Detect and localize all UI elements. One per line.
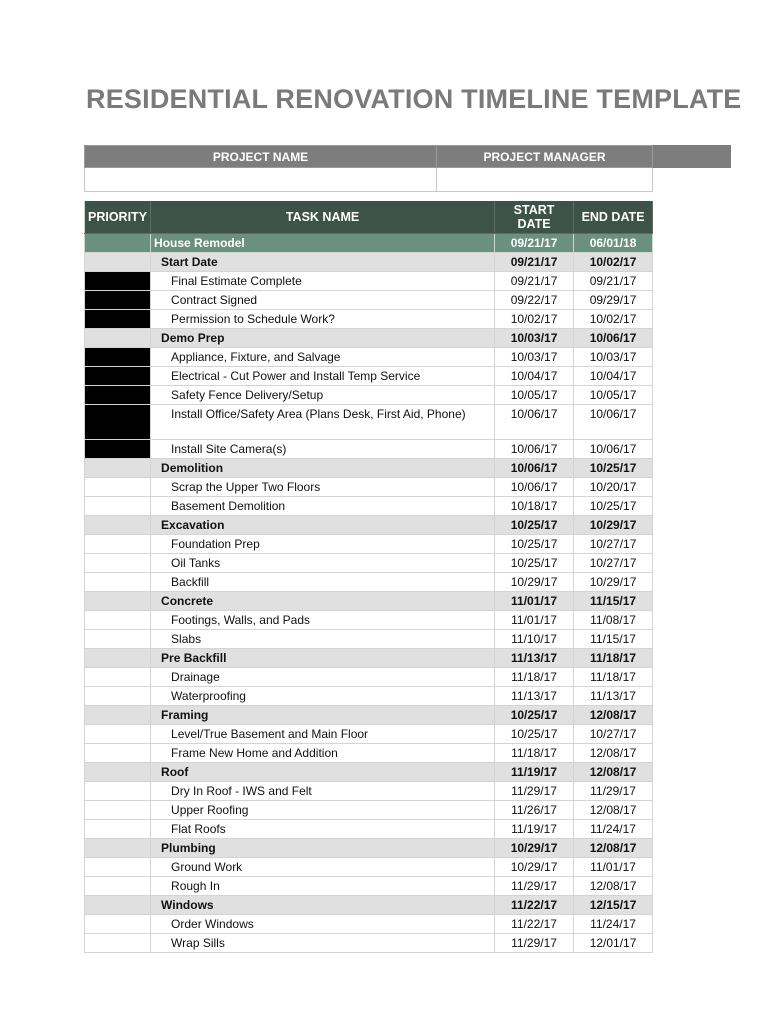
end-date-cell[interactable]: 12/08/17 [574,744,653,763]
end-date-cell[interactable]: 12/15/17 [574,896,653,915]
start-date-cell[interactable]: 10/29/17 [495,839,574,858]
priority-cell[interactable] [85,459,151,478]
task-name-cell[interactable]: Level/True Basement and Main Floor [151,725,495,744]
priority-cell[interactable] [85,535,151,554]
priority-cell[interactable] [85,801,151,820]
task-name-cell[interactable]: Upper Roofing [151,801,495,820]
project-info-table [84,145,653,192]
table-row[interactable] [85,915,653,934]
start-date-cell[interactable]: 10/05/17 [495,386,574,405]
end-date-cell[interactable]: 12/08/17 [574,763,653,782]
column-start-date: START DATE [495,201,574,234]
task-name-cell[interactable]: Backfill [151,573,495,592]
end-date-cell[interactable]: 12/08/17 [574,706,653,725]
priority-cell[interactable] [85,592,151,611]
start-date-cell[interactable]: 10/06/17 [495,478,574,497]
end-date-cell[interactable]: 10/06/17 [574,329,653,348]
table-row[interactable] [85,497,653,516]
end-date-cell[interactable]: 10/04/17 [574,367,653,386]
priority-cell[interactable] [85,234,151,253]
task-name-cell[interactable]: Start Date [151,253,495,272]
table-row[interactable] [85,367,653,386]
task-name-cell[interactable]: Appliance, Fixture, and Salvage [151,348,495,367]
table-row[interactable] [85,820,653,839]
end-date-cell[interactable]: 09/21/17 [574,272,653,291]
start-date-cell[interactable]: 11/29/17 [495,877,574,896]
start-date-cell[interactable]: 11/29/17 [495,934,574,953]
priority-cell[interactable] [85,386,151,405]
start-date-cell[interactable]: 10/25/17 [495,706,574,725]
task-name-cell[interactable]: Scrap the Upper Two Floors [151,478,495,497]
end-date-cell[interactable]: 10/27/17 [574,554,653,573]
priority-cell[interactable] [85,744,151,763]
priority-cell[interactable] [85,782,151,801]
end-date-cell[interactable]: 12/08/17 [574,877,653,896]
start-date-cell[interactable]: 10/02/17 [495,310,574,329]
end-date-cell[interactable]: 10/29/17 [574,516,653,535]
column-end-date: END DATE [574,201,653,234]
table-row[interactable] [85,763,653,782]
start-date-cell[interactable]: 10/03/17 [495,348,574,367]
priority-cell[interactable] [85,725,151,744]
table-row[interactable] [85,272,653,291]
table-row[interactable] [85,630,653,649]
start-date-cell[interactable]: 11/22/17 [495,915,574,934]
start-date-cell[interactable]: 11/01/17 [495,592,574,611]
end-date-cell[interactable]: 11/18/17 [574,668,653,687]
priority-cell[interactable] [85,668,151,687]
table-row[interactable] [85,782,653,801]
project-manager-label: PROJECT MANAGER [437,146,653,168]
task-name-cell[interactable]: Framing [151,706,495,725]
task-name-cell[interactable]: Concrete [151,592,495,611]
task-name-cell[interactable]: Windows [151,896,495,915]
start-date-cell[interactable]: 11/22/17 [495,896,574,915]
table-row[interactable] [85,329,653,348]
start-date-cell[interactable]: 10/04/17 [495,367,574,386]
start-date-cell[interactable]: 11/18/17 [495,668,574,687]
end-date-cell[interactable]: 12/08/17 [574,839,653,858]
end-date-cell[interactable]: 10/02/17 [574,253,653,272]
table-row[interactable] [85,386,653,405]
start-date-cell[interactable]: 10/25/17 [495,725,574,744]
priority-cell[interactable] [85,310,151,329]
task-name-cell[interactable]: Contract Signed [151,291,495,310]
start-date-cell[interactable]: 10/25/17 [495,516,574,535]
table-row[interactable] [85,668,653,687]
start-date-cell[interactable]: 11/29/17 [495,782,574,801]
task-name-cell[interactable]: Drainage [151,668,495,687]
priority-cell[interactable] [85,440,151,459]
table-row[interactable] [85,459,653,478]
task-name-cell[interactable]: Roof [151,763,495,782]
start-date-cell[interactable]: 10/06/17 [495,405,574,440]
task-name-cell[interactable]: Flat Roofs [151,820,495,839]
table-row[interactable] [85,839,653,858]
priority-cell[interactable] [85,554,151,573]
priority-cell[interactable] [85,820,151,839]
task-name-cell[interactable]: Footings, Walls, and Pads [151,611,495,630]
priority-cell[interactable] [85,253,151,272]
task-name-cell[interactable]: Waterproofing [151,687,495,706]
start-date-cell[interactable]: 11/01/17 [495,611,574,630]
page-title: RESIDENTIAL RENOVATION TIMELINE TEMPLATE [86,84,742,114]
table-row[interactable] [85,234,653,253]
start-date-cell[interactable]: 11/18/17 [495,744,574,763]
start-date-cell[interactable]: 10/06/17 [495,459,574,478]
priority-cell[interactable] [85,478,151,497]
task-name-cell[interactable]: Install Office/Safety Area (Plans Desk, First Aid, Phone) [151,405,495,440]
table-row[interactable] [85,725,653,744]
project-name-field[interactable] [85,168,437,192]
table-row[interactable] [85,687,653,706]
end-date-cell[interactable]: 10/20/17 [574,478,653,497]
end-date-cell[interactable]: 11/13/17 [574,687,653,706]
task-name-cell[interactable]: Demo Prep [151,329,495,348]
task-name-cell[interactable]: Electrical - Cut Power and Install Temp Service [151,367,495,386]
end-date-cell[interactable]: 10/06/17 [574,405,653,440]
task-name-cell[interactable]: Ground Work [151,858,495,877]
end-date-cell[interactable]: 09/29/17 [574,291,653,310]
task-name-cell[interactable]: Basement Demolition [151,497,495,516]
task-table-header [85,201,653,234]
end-date-cell[interactable]: 10/27/17 [574,535,653,554]
task-name-cell[interactable]: Rough In [151,877,495,896]
table-row[interactable] [85,706,653,725]
task-name-cell[interactable]: Pre Backfill [151,649,495,668]
end-date-cell[interactable]: 10/25/17 [574,459,653,478]
table-row[interactable] [85,405,653,440]
priority-cell[interactable] [85,291,151,310]
end-date-cell[interactable]: 11/18/17 [574,649,653,668]
start-date-cell[interactable]: 11/19/17 [495,820,574,839]
task-name-cell[interactable]: Dry In Roof - IWS and Felt [151,782,495,801]
priority-cell[interactable] [85,934,151,953]
end-date-cell[interactable]: 11/01/17 [574,858,653,877]
task-name-cell[interactable]: Permission to Schedule Work? [151,310,495,329]
table-row[interactable] [85,291,653,310]
priority-cell[interactable] [85,497,151,516]
priority-cell[interactable] [85,763,151,782]
project-manager-field[interactable] [437,168,653,192]
table-row[interactable] [85,310,653,329]
start-date-cell[interactable]: 11/26/17 [495,801,574,820]
task-name-cell[interactable]: Frame New Home and Addition [151,744,495,763]
priority-cell[interactable] [85,272,151,291]
start-date-cell[interactable]: 11/13/17 [495,687,574,706]
priority-cell[interactable] [85,839,151,858]
start-date-cell[interactable]: 10/29/17 [495,858,574,877]
project-name-label: PROJECT NAME [85,146,437,168]
priority-cell[interactable] [85,367,151,386]
priority-cell[interactable] [85,573,151,592]
end-date-cell[interactable]: 06/01/18 [574,234,653,253]
start-date-cell[interactable]: 11/13/17 [495,649,574,668]
end-date-cell[interactable]: 11/08/17 [574,611,653,630]
priority-cell[interactable] [85,706,151,725]
table-row[interactable] [85,253,653,272]
start-date-cell[interactable]: 10/29/17 [495,573,574,592]
start-date-cell[interactable]: 10/18/17 [495,497,574,516]
end-date-cell[interactable]: 10/06/17 [574,440,653,459]
end-date-cell[interactable]: 11/15/17 [574,630,653,649]
project-info-panel [84,145,653,193]
priority-cell[interactable] [85,858,151,877]
end-date-cell[interactable]: 11/29/17 [574,782,653,801]
start-date-cell[interactable]: 10/06/17 [495,440,574,459]
table-row[interactable] [85,592,653,611]
start-date-cell[interactable]: 10/25/17 [495,554,574,573]
priority-cell[interactable] [85,687,151,706]
start-date-cell[interactable]: 10/25/17 [495,535,574,554]
task-name-cell[interactable]: Oil Tanks [151,554,495,573]
task-name-cell[interactable]: Wrap Sills [151,934,495,953]
priority-cell[interactable] [85,649,151,668]
end-date-cell[interactable]: 10/05/17 [574,386,653,405]
task-name-cell[interactable]: Demolition [151,459,495,478]
project-header-overflow [653,145,731,168]
priority-cell[interactable] [85,516,151,535]
task-name-cell[interactable]: Install Site Camera(s) [151,440,495,459]
task-name-cell[interactable]: Final Estimate Complete [151,272,495,291]
priority-cell[interactable] [85,896,151,915]
table-row[interactable] [85,516,653,535]
priority-cell[interactable] [85,915,151,934]
start-date-cell[interactable]: 09/21/17 [495,253,574,272]
start-date-cell[interactable]: 09/21/17 [495,234,574,253]
table-row[interactable] [85,649,653,668]
column-priority: PRIORITY [85,201,151,234]
priority-cell[interactable] [85,611,151,630]
end-date-cell[interactable]: 10/03/17 [574,348,653,367]
priority-cell[interactable] [85,630,151,649]
task-name-cell[interactable]: Foundation Prep [151,535,495,554]
end-date-cell[interactable]: 10/29/17 [574,573,653,592]
priority-cell[interactable] [85,348,151,367]
end-date-cell[interactable]: 11/24/17 [574,820,653,839]
end-date-cell[interactable]: 11/24/17 [574,915,653,934]
task-name-cell[interactable]: Order Windows [151,915,495,934]
task-name-cell[interactable]: Slabs [151,630,495,649]
table-row[interactable] [85,801,653,820]
start-date-cell[interactable]: 09/22/17 [495,291,574,310]
end-date-cell[interactable]: 12/08/17 [574,801,653,820]
end-date-cell[interactable]: 10/25/17 [574,497,653,516]
table-row[interactable] [85,348,653,367]
table-row[interactable] [85,877,653,896]
start-date-cell[interactable]: 09/21/17 [495,272,574,291]
task-table [84,201,653,953]
table-row[interactable] [85,440,653,459]
table-row[interactable] [85,858,653,877]
task-name-cell[interactable]: Plumbing [151,839,495,858]
start-date-cell[interactable]: 11/19/17 [495,763,574,782]
table-row[interactable] [85,934,653,953]
task-name-cell[interactable]: Safety Fence Delivery/Setup [151,386,495,405]
table-row[interactable] [85,535,653,554]
priority-cell[interactable] [85,877,151,896]
table-row[interactable] [85,478,653,497]
table-row[interactable] [85,744,653,763]
table-row[interactable] [85,611,653,630]
end-date-cell[interactable]: 10/02/17 [574,310,653,329]
end-date-cell[interactable]: 11/15/17 [574,592,653,611]
task-name-cell[interactable]: Excavation [151,516,495,535]
priority-cell[interactable] [85,405,151,440]
priority-cell[interactable] [85,329,151,348]
table-row[interactable] [85,896,653,915]
end-date-cell[interactable]: 12/01/17 [574,934,653,953]
table-row[interactable] [85,573,653,592]
start-date-cell[interactable]: 11/10/17 [495,630,574,649]
column-task-name: TASK NAME [151,201,495,234]
task-name-cell[interactable]: House Remodel [151,234,495,253]
start-date-cell[interactable]: 10/03/17 [495,329,574,348]
table-row[interactable] [85,554,653,573]
end-date-cell[interactable]: 10/27/17 [574,725,653,744]
